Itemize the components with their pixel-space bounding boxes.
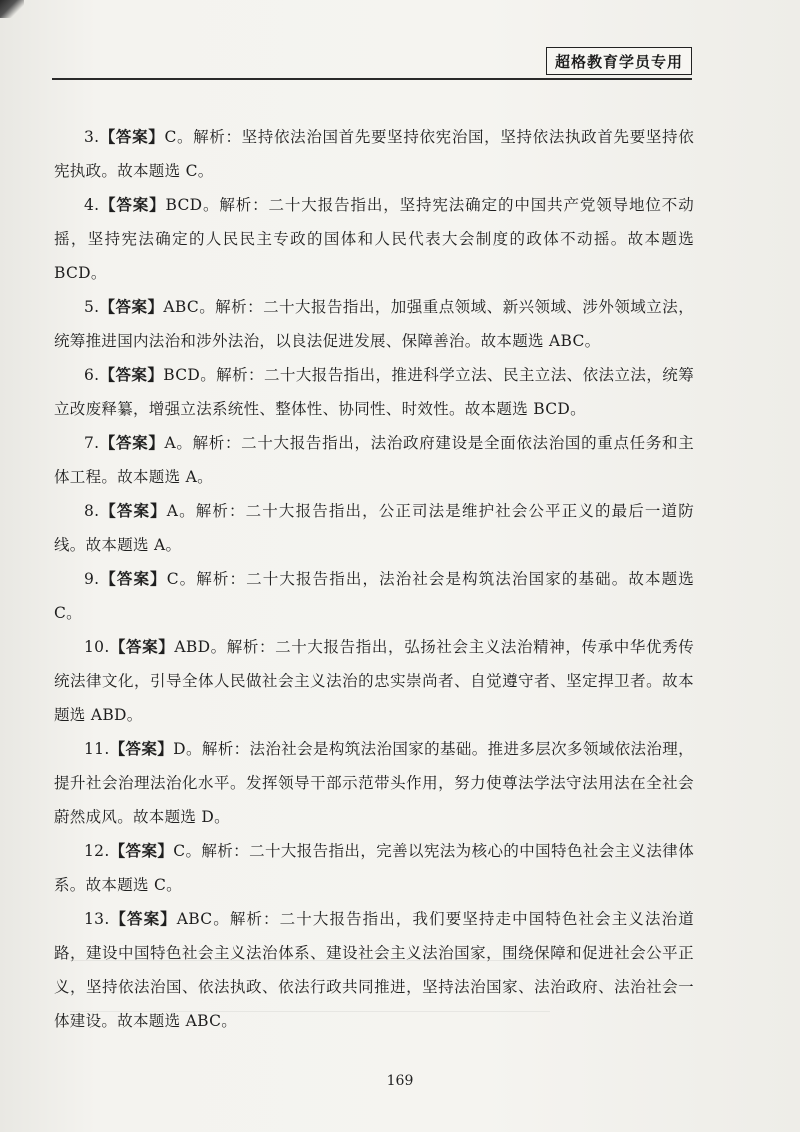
answer-number: 11.: [84, 740, 110, 758]
answer-text: BCD。解析：二十大报告指出，坚持宪法确定的中国共产党领导地位不动摇，坚持宪法确定的人民民主专政的国体和人民代表大会制度的政体不动摇。故本题选 BCD。: [54, 196, 694, 282]
answer-item-12: [54, 834, 694, 902]
answer-tag: 【答案】: [109, 909, 177, 928]
answer-text: ABC。解析：二十大报告指出，加强重点领域、新兴领域、涉外领域立法，统筹推进国内法治和涉外法治，以良法促进发展、保障善治。故本题选 ABC。: [54, 298, 694, 350]
answer-number: 13.: [84, 910, 110, 928]
answer-item-6: [54, 358, 694, 426]
answer-number: 4.: [84, 196, 100, 214]
answer-tag: 【答案】: [99, 365, 164, 384]
answer-tag: 【答案】: [99, 195, 166, 214]
answer-text: ABC。解析：二十大报告指出，我们要坚持走中国特色社会主义法治道路，建设中国特色社会主义法治体系、建设社会主义法治国家，围绕保障和促进社会公平正义，坚持依法治国、依法执政、依法行政共同推进，坚持法治国家、法治政府、法治社会一体建设。故本题选 ABC。: [54, 910, 694, 1030]
header-badge: 超格教育学员专用: [546, 47, 692, 75]
answer-text: BCD。解析：二十大报告指出，推进科学立法、民主立法、依法立法，统筹立改废释纂，增强立法系统性、整体性、协同性、时效性。故本题选 BCD。: [54, 366, 694, 418]
answer-number: 10.: [84, 638, 110, 656]
answer-tag: 【答案】: [99, 501, 167, 520]
answer-item-11: [54, 732, 694, 834]
answer-list: [54, 120, 694, 1038]
answer-text: ABD。解析：二十大报告指出，弘扬社会主义法治精神，传承中华优秀传统法律文化，引导全体人民做社会主义法治的忠实崇尚者、自觉遵守者、坚定捍卫者。故本题选 ABD。: [54, 638, 695, 724]
answer-tag: 【答案】: [109, 637, 175, 656]
answer-item-3: [54, 120, 694, 188]
answer-tag: 【答案】: [99, 127, 165, 146]
answer-text: A。解析：二十大报告指出，公正司法是维护社会公平正义的最后一道防线。故本题选 A。: [54, 502, 695, 554]
header-rule: [52, 78, 692, 80]
answer-text: C。解析：二十大报告指出，法治社会是构筑法治国家的基础。故本题选 C。: [54, 570, 694, 622]
show-through-artifact: [70, 960, 550, 1012]
answer-text: D。解析：法治社会是构筑法治国家的基础。推进多层次多领域依法治理，提升社会治理法治化水平。发挥领导干部示范带头作用，努力使尊法学法守法用法在全社会蔚然成风。故本题选 D。: [54, 740, 694, 826]
answer-item-9: [54, 562, 694, 630]
answer-text: C。解析：二十大报告指出，完善以宪法为核心的中国特色社会主义法律体系。故本题选 C。: [54, 842, 694, 894]
answer-number: 6.: [84, 366, 100, 384]
answer-tag: 【答案】: [109, 739, 174, 758]
answer-tag: 【答案】: [109, 841, 174, 860]
answer-number: 9.: [84, 570, 100, 588]
answer-tag: 【答案】: [99, 297, 164, 316]
answer-item-10: [54, 630, 694, 732]
answer-item-5: [54, 290, 694, 358]
scan-corner-mark: [0, 0, 24, 18]
answer-number: 5.: [84, 298, 100, 316]
answer-number: 7.: [84, 434, 100, 452]
answer-tag: 【答案】: [99, 433, 165, 452]
page-number: 169: [386, 1073, 414, 1089]
answer-text: C。解析：坚持依法治国首先要坚持依宪治国，坚持依法执政首先要坚持依宪执政。故本题选 C。: [54, 128, 694, 180]
answer-number: 12.: [84, 842, 110, 860]
answer-number: 8.: [84, 502, 100, 520]
answer-tag: 【答案】: [99, 569, 167, 588]
answer-item-8: [54, 494, 694, 562]
answer-item-7: [54, 426, 694, 494]
answer-item-4: [54, 188, 694, 290]
answer-text: A。解析：二十大报告指出，法治政府建设是全面依法治国的重点任务和主体工程。故本题选 A。: [54, 434, 694, 486]
answer-number: 3.: [84, 128, 100, 146]
